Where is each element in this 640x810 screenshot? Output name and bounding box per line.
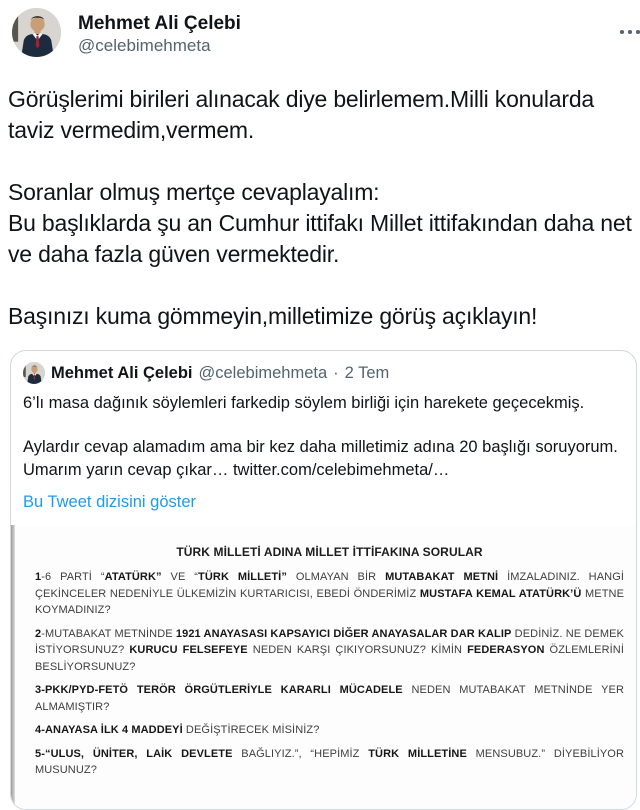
- quoted-tweet-date: 2 Tem: [344, 363, 390, 382]
- tweet-text: [8, 84, 638, 363]
- quoted-tweet-header: [23, 362, 624, 384]
- document-question: 3-PKK/PYD-FETÖ TERÖR ÖRGÜTLERİYLE KARARLI MÜCADELE NEDEN MUTABAKAT METNİNDE YER ALMAMIŞTIR?: [35, 684, 624, 713]
- author-block: [78, 13, 241, 57]
- tweet-paragraph: Görüşlerimi birileri alınacak diye belirlemem.Milli konularda taviz vermedim,vermem.: [8, 86, 595, 143]
- quoted-author-name: Mehmet Ali Çelebi: [51, 363, 193, 382]
- show-thread-link[interactable]: Bu Tweet dizisini göster: [23, 493, 197, 511]
- tweet-paragraph: Başınızı kuma gömmeyin,milletimize görüş açıklayın!: [8, 303, 538, 329]
- avatar-person-photo: [23, 362, 45, 384]
- attached-document-image[interactable]: [11, 525, 636, 810]
- quoted-paragraph: 6’lı masa dağınık söylemleri farkedip söylem birliği için harekete geçecekmiş.: [23, 394, 585, 412]
- document-question: 4-ANAYASA İLK 4 MADDEYİ DEĞİŞTİRECEK MİSİNİZ?: [35, 724, 320, 736]
- quoted-author-handle: @celebimehmeta: [198, 363, 328, 382]
- meta-separator: ·: [333, 363, 339, 382]
- more-menu-icon[interactable]: [620, 28, 640, 36]
- quoted-paragraph: Aylardır cevap alamadım ama bir kez daha milletimiz adına 20 başlığı soruyorum. Umarım yarın cevap çıkar… twitter.com/celebimehmeta/…: [23, 438, 618, 479]
- document-question: 1-6 PARTİ “ATATÜRK” VE “TÜRK MİLLETİ” OLMAYAN BİR MUTABAKAT METNİ İMZALADINIZ. HANGİ ÇEKİNCELER NEDENİYLE ÜLKEMİZİN KURTARICISI, EBEDİ ÖNDERİMİZ MUSTAFA KEMAL ATATÜRK’Ü METNE KOYMADINIZ?: [35, 571, 625, 616]
- document-question: 2-MUTABAKAT METNİNDE 1921 ANAYASASI KAPSAYICI DİĞER ANAYASALAR DAR KALIP DEDİNİZ. NE DEMEK İSTİYORSUNUZ? KURUCU FELSEFEYE NEDEN KARŞI ÇIKIYORSUNUZ? KİMİN FEDERASYON ÖZLEMLERİNİ BESLİYORSUNUZ?: [35, 627, 624, 673]
- document-items: [35, 569, 624, 779]
- author-avatar[interactable]: [12, 8, 61, 57]
- quoted-tweet-text: [23, 392, 624, 482]
- document-question: 5-“ULUS, ÜNİTER, LAİK DEVLETE BAĞLIYIZ.”, “HEPİMİZ TÜRK MİLLETİNE MENSUBUZ.” DİYEBİLİYOR MUSUNUZ?: [35, 747, 625, 776]
- quoted-author-avatar[interactable]: [23, 362, 45, 384]
- quoted-tweet-card[interactable]: [10, 350, 637, 810]
- document-title: TÜRK MİLLETİ ADINA MİLLET İTTİFAKINA SORULAR: [176, 545, 483, 559]
- document-content: [11, 525, 636, 779]
- avatar-person-photo: [12, 8, 61, 57]
- scan-edge-shadow: [11, 525, 15, 810]
- author-handle[interactable]: @celebimehmeta: [78, 36, 211, 55]
- author-name[interactable]: Mehmet Ali Çelebi: [78, 13, 241, 34]
- tweet-paragraph: Soranlar olmuş mertçe cevaplayalım: Bu başlıklarda şu an Cumhur ittifakı Millet ittifakından daha net ve daha fazla güven vermektedir.: [8, 179, 632, 267]
